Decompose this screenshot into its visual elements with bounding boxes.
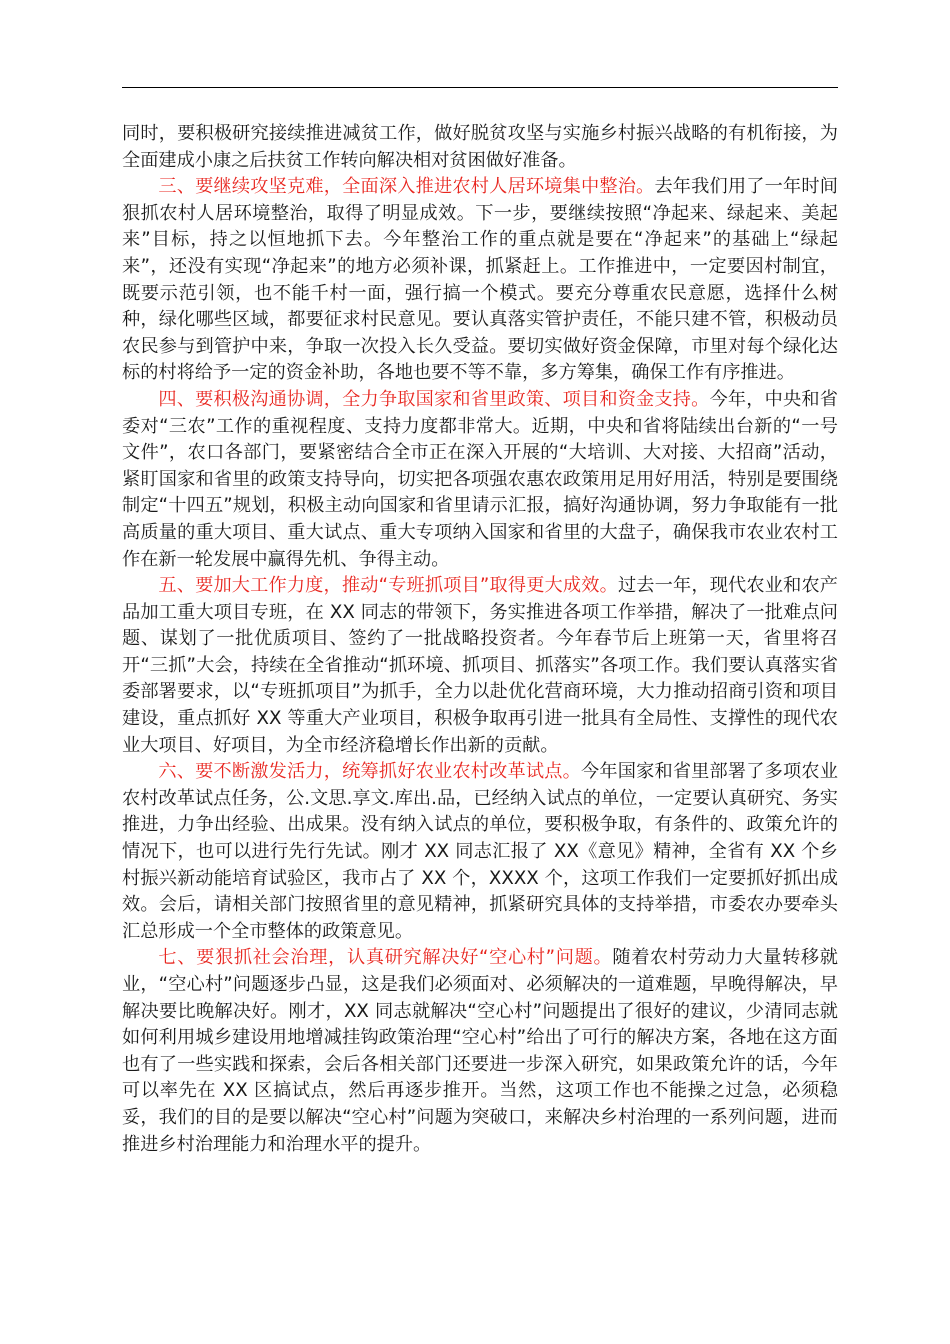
document-body: [122, 121, 838, 1158]
header-rule: [122, 87, 838, 88]
section-heading: 六、要不断激发活力，统筹抓好农业农村改革试点。: [158, 761, 581, 783]
paragraph-body: 去年我们用了一年时间狠抓农村人居环境整治，取得了明显成效。下一步，要继续按照“净起来、绿起来、美起来”目标，持之以恒地抓下去。今年整治工作的重点就是要在“净起来”的基础上“绿起来”，还没有实现“净起来”的地方必须补课，抓紧赶上。工作推进中，一定要因村制宜，既要示范引领，也不能千村一面，强行搞一个模式。要充分尊重农民意愿，选择什么树种，绿化哪些区域，都要征求村民意见。要认真落实管护责任，不能只建不管，积极动员农民参与到管护中来，争取一次投入长久受益。要切实做好资金保障，市里对每个绿化达标的村将给予一定的资金补助，各地也要不等不靠，多方筹集，确保工作有序推进。: [122, 176, 838, 384]
paragraph-body: 今年，中央和省委对“三农”工作的重视程度、支持力度都非常大。近期，中央和省将陆续出台新的“一号文件”，农口各部门，要紧密结合全市正在深入开展的“大培训、大对接、大招商”活动，紧盯国家和省里的政策支持导向，切实把各项强农惠农政策用足用好用活，特别是要围绕制定“十四五”规划，积极主动向国家和省里请示汇报，搞好沟通协调，努力争取能有一批高质量的重大项目、重大试点、重大专项纳入国家和省里的大盘子，确保我市农业农村工作在新一轮发展中赢得先机、争得主动。: [122, 388, 838, 570]
paragraph-continuation: [122, 121, 838, 174]
paragraph-section-4: [122, 387, 838, 573]
paragraph-section-3: [122, 174, 838, 387]
paragraph-body: 随着农村劳动力大量转移就业，“空心村”问题逐步凸显，这是我们必须面对、必须解决的一道难题，早晚得解决，早解决要比晚解决好。刚才，XX 同志就解决“空心村”问题提出了很好的建议，少清同志就如何利用城乡建设用地增减挂钩政策治理“空心村”给出了可行的解决方案，各地在这方面也有了一些实践和探索，会后各相关部门还要进一步深入研究，如果政策允许的话，今年可以率先在 XX 区搞试点，然后再逐步推开。当然，这项工作也不能操之过急，必须稳妥，我们的目的是要以解决“空心村”问题为突破口，来解决乡村治理的一系列问题，进而推进乡村治理能力和治理水平的提升。: [122, 947, 838, 1155]
section-heading: 四、要积极沟通协调，全力争取国家和省里政策、项目和资金支持。: [158, 388, 710, 410]
section-heading: 七、要狠抓社会治理，认真研究解决好“空心村”问题。: [158, 947, 613, 969]
paragraph-section-7: [122, 945, 838, 1158]
paragraph-section-5: [122, 573, 838, 759]
paragraph-body: 同时，要积极研究接续推进减贫工作，做好脱贫攻坚与实施乡村振兴战略的有机衔接，为全面建成小康之后扶贫工作转向解决相对贫困做好准备。: [122, 123, 838, 171]
paragraph-body: 过去一年，现代农业和农产品加工重大项目专班，在 XX 同志的带领下，务实推进各项工作举措，解决了一批难点问题、谋划了一批优质项目、签约了一批战略投资者。今年春节后上班第一天，省里将召开“三抓”大会，持续在全省推动“抓环境、抓项目、抓落实”各项工作。我们要认真落实省委部署要求，以“专班抓项目”为抓手，全力以赴优化营商环境，大力推动招商引资和项目建设，重点抓好 XX 等重大产业项目，积极争取再引进一批具有全局性、支撑性的现代农业大项目、好项目，为全市经济稳增长作出新的贡献。: [122, 575, 838, 756]
paragraph-section-6: [122, 759, 838, 945]
paragraph-body: 今年国家和省里部署了多项农业农村改革试点任务，公.文思.享文.库出.品，已经纳入试点的单位，一定要认真研究、务实推进，力争出经验、出成果。没有纳入试点的单位，要积极争取，有条件的、政策允许的情况下，也可以进行先行先试。刚才 XX 同志汇报了 XX《意见》精神，全省有 XX 个乡村振兴新动能培育试验区，我市占了 XX 个，XXXX 个，这项工作我们一定要抓好抓出成效。会后，请相关部门按照省里的意见精神，抓紧研究具体的支持举措，市委农办要牵头汇总形成一个全市整体的政策意见。: [122, 761, 838, 942]
section-heading: 五、要加大工作力度，推动“专班抓项目”取得更大成效。: [158, 575, 618, 597]
section-heading: 三、要继续攻坚克难，全面深入推进农村人居环境集中整治。: [158, 176, 655, 198]
